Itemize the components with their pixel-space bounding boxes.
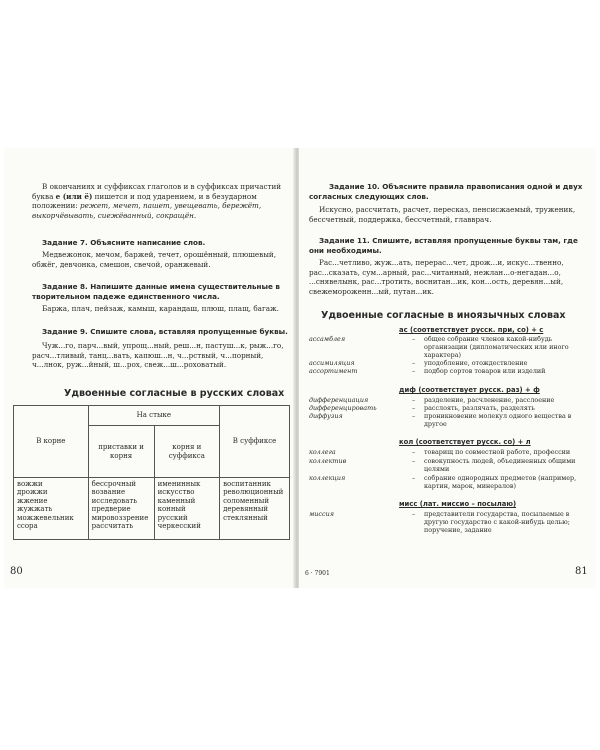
rule-letters: е (или ё) — [55, 191, 93, 201]
dash: – — [412, 474, 416, 482]
def-assambleya: общее собрание членов какой-нибудь организации (дипломатических или иного характера) — [424, 335, 569, 359]
page-number-left: 80 — [10, 566, 23, 577]
header-in-root: В корне — [14, 406, 89, 478]
task8-title: Задание 8. Напишите данные имена существительные в творительном падеже единственного числа. — [32, 282, 280, 301]
dash: – — [412, 448, 416, 456]
term-assortiment: ассортимент — [309, 367, 358, 375]
right-page — [299, 148, 596, 588]
task7-title: Задание 7. Объясните написание слов. — [42, 238, 206, 247]
page-number-right: 81 — [575, 566, 588, 577]
def-differentsirovat: расслоять, разлячать, разделять — [424, 404, 535, 412]
term-differentsirovat: дифференцировать — [309, 404, 377, 412]
term-differentsiatsiya: дифференциация — [309, 396, 369, 404]
cell-root-words: вожжи дрожжи жжение жужжать можжевельник ссора — [14, 478, 89, 540]
term-assimilyatsiya: ассимиляция — [309, 359, 355, 367]
task10-title: Задание 10. Объясните правила правописания одной и двух согласных следующих слов. — [309, 182, 583, 201]
dash: – — [412, 396, 416, 404]
def-kollektiv: совокупность людей, объединенных общими целями — [424, 457, 576, 473]
task9-text: Чуж...го, парч...вый, упрощ...ный, реш...н, пастуш...к, рыж...го, расч...тливый, танц...вать, капюш...н, ч...рствый, ч...порный, ч...лнок, руж...йный, ш...рох, свеж...ш...роховатый. — [32, 341, 284, 370]
dash: – — [412, 359, 416, 367]
rule-paragraph — [32, 182, 290, 220]
dash: – — [412, 457, 416, 465]
dash: – — [412, 367, 416, 375]
def-kollega: товарищ по совместной работе, профессии — [424, 448, 571, 456]
header-prefix-root: приставки и корня — [88, 426, 154, 478]
term-kollega: коллега — [309, 448, 336, 456]
def-differentsiatsiya: разделение, расчленение, расслоение — [424, 396, 555, 404]
rule-text-1: В окончаниях и суффиксах глаголов и в суффиксах причастий буква — [32, 182, 282, 201]
header-at-junction: На стыке — [88, 406, 219, 426]
group-header-miss: мисс (лат. миссио – посылаю) — [399, 500, 517, 508]
double-consonants-table — [13, 405, 290, 540]
task10-text: Искусно, рассчитать, расчет, пересказ, пенсисжаемый, труженик, бессчетный, поддержка, бессчетный, главврач. — [309, 205, 576, 224]
def-kollektsiya: собрание однородных предметов (например, картин, марок, минералов) — [424, 474, 577, 490]
cell-suffix-words: воспитанник революционный соломенный деревянный стеклянный — [220, 478, 290, 540]
book-spread — [4, 148, 596, 588]
header-in-suffix: В суффиксе — [220, 406, 290, 478]
cell-root-suffix-words: имениннык искусство каменный конный русский черкесский — [154, 478, 220, 540]
task9-title: Задание 9. Спишите слова, вставляя пропущенные буквы. — [42, 327, 288, 336]
group-header-kol: кол (соответствует русск. со) + л — [399, 438, 531, 446]
section-title-foreign: Удвоенные согласные в иноязычных словах — [321, 310, 566, 321]
def-assortiment: подбор сортов товаров или изделий — [424, 367, 546, 375]
dash: – — [412, 412, 416, 420]
group-header-dif: диф (соответствует русск. раз) + ф — [399, 386, 540, 394]
rule-text-2: пишется и под ударением, и в безударном положении: — [32, 191, 257, 211]
left-page — [4, 148, 295, 588]
cell-prefix-root-words: бессрочный возвание исследовать предверие мировоззрение рассчитать — [88, 478, 154, 540]
term-assambleya: ассамблея — [309, 335, 346, 343]
dash: – — [412, 404, 416, 412]
def-assimilyatsiya: уподобление, отождествление — [424, 359, 528, 367]
dash: – — [412, 335, 416, 343]
def-missiya: представители государства, посылаемые в другую государство с какой-нибудь целью; поручение, задание — [424, 510, 570, 534]
task7-text: Медвежонок, мечом, баржей, течет, орошённый, плюшевый, обжёг, девчонка, смешон, свечой, оранжевый. — [32, 250, 277, 269]
task11-text: Рас...четливо, жуж...ать, перерас...чет, дрож...и, искус...твенно, рас...сказать, сум...арный, рас...читанный, нежлан...о-негадан...о, ...снявелынк, рас...тротить, воснитан...ик, кон...ость, деревян...ый, свежемороженн...ый, путан...ик. — [309, 258, 564, 296]
term-kollektsiya: коллекция — [309, 474, 346, 482]
printer-signature: 6 · 7901 — [305, 570, 330, 577]
term-kollektiv: коллектив — [309, 457, 347, 465]
group-header-ass: ас (соответствует русск. при, со) + с — [399, 326, 544, 334]
task8-text: Баржа, плач, пейзаж, камыш, карандаш, плюш, плащ, багаж. — [42, 304, 279, 313]
term-missiya: миссия — [309, 510, 334, 518]
section-title-russian: Удвоенные согласные в русских словах — [64, 388, 285, 399]
task11-title: Задание 11. Спишите, вставляя пропущенные буквы там, где они необходимы. — [309, 236, 578, 255]
dash: – — [412, 510, 416, 518]
def-diffuziya: проникновение молекул одного вещества в другое — [424, 412, 572, 428]
rule-examples: режет, мечет, пашет, увещевать, бережёт, выкорчёвывать, сиежёванный, сокращён. — [32, 201, 262, 220]
header-root-suffix: корня и суффикса — [154, 426, 220, 478]
term-diffuziya: диффузия — [309, 412, 343, 420]
